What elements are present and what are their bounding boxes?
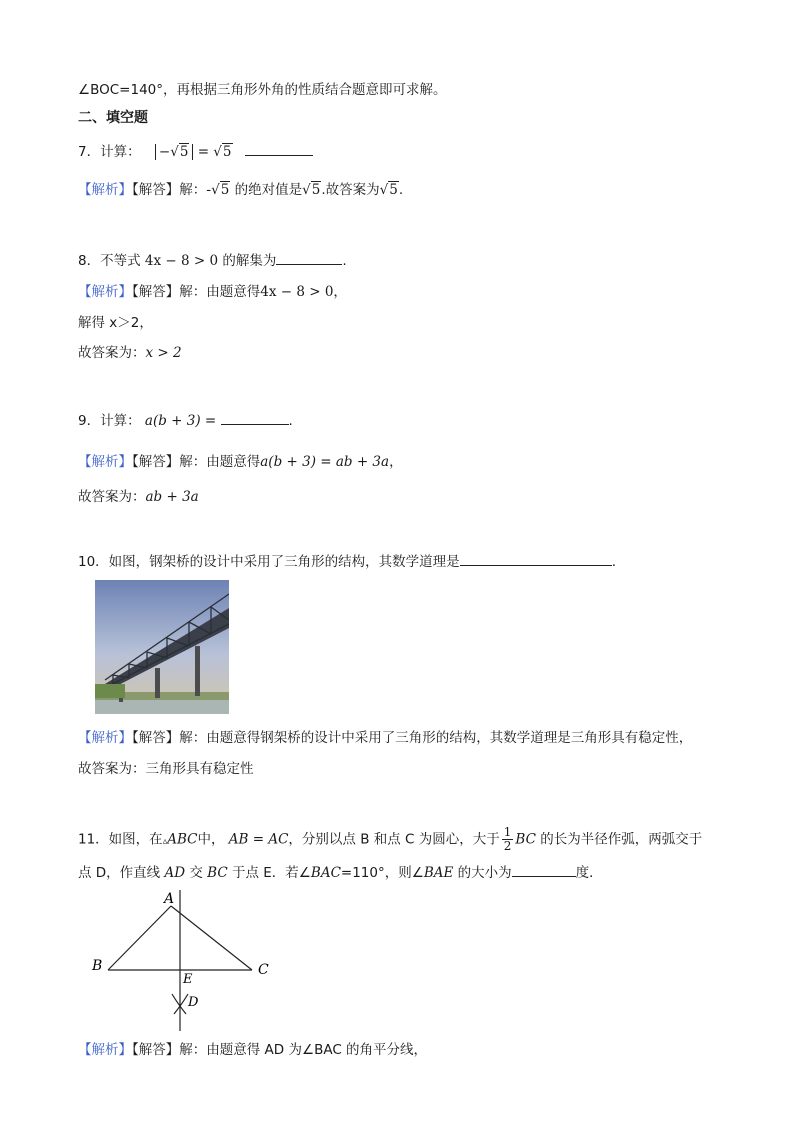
q11-solution: 【解析】【解答】解：由题意得 AD 为∠BAC 的角平分线， [78, 1042, 428, 1058]
label-A: A [164, 891, 175, 907]
q8-solution: 【解析】【解答】解：由题意得4x − 8 > 0， [78, 284, 347, 300]
q9-answer: 故答案为：ab + 3a [78, 489, 199, 505]
q8-answer: 故答案为：x > 2 [78, 345, 182, 361]
q8-solution-line2: 解得 x＞2， [78, 315, 153, 331]
q10-solution: 【解析】【解答】解：由题意得钢架桥的设计中采用了三角形的结构，其数学道理是三角形具有稳定性， [78, 730, 693, 746]
label-E: E [183, 972, 193, 987]
question-9: 9．计算： a(b + 3) = . [78, 410, 293, 431]
question-8: 8．不等式 4x − 8 > 0 的解集为 . [78, 250, 347, 271]
previous-solution-tail: ∠BOC=140°，再根据三角形外角的性质结合题意即可求解。 [78, 82, 447, 98]
q10-answer: 故答案为：三角形具有稳定性 [78, 761, 254, 777]
triangle-diagram [80, 888, 290, 1033]
label-B: B [92, 958, 103, 974]
section-title: 二、填空题 [78, 110, 148, 126]
question-11: 11．如图，在▵ABC中， AB = AC，分别以点 B 和点 C 为圆心，大于 $\frac{1}{2}$ BC 的长为半径作弧，两弧交于 [78, 825, 703, 853]
q10-answer-blank [460, 551, 612, 566]
q9-answer-blank [221, 410, 289, 425]
q7-answer-blank [245, 141, 313, 156]
q7-solution: 【解析】【解答】解：-√5 的绝对值是√5.故答案为√5. [78, 182, 404, 198]
q8-answer-blank [276, 250, 342, 265]
q11-answer-blank [512, 862, 576, 877]
question-7: 7．计算： −√5 = √5 [78, 141, 313, 162]
question-10: 10．如图，钢架桥的设计中采用了三角形的结构，其数学道理是 . [78, 551, 616, 572]
label-D: D [188, 995, 199, 1010]
side-AB [108, 906, 171, 970]
label-C: C [258, 962, 269, 978]
analysis-tag: 【解析】 [78, 182, 132, 198]
arc-1 [172, 994, 186, 1014]
side-AC [171, 906, 252, 970]
arc-2 [174, 994, 188, 1014]
q7-expression: −√5 = √5 [155, 144, 237, 160]
q9-solution: 【解析】【解答】解：由题意得a(b + 3) = ab + 3a， [78, 454, 403, 470]
half-fraction: $\frac{1}{2}$ [503, 825, 512, 853]
question-11-line2: 点 D，作直线 AD 交 BC 于点 E．若∠BAC=110°，则∠BAE 的大小为 度． [78, 862, 603, 883]
steel-bridge-photo [95, 580, 229, 714]
